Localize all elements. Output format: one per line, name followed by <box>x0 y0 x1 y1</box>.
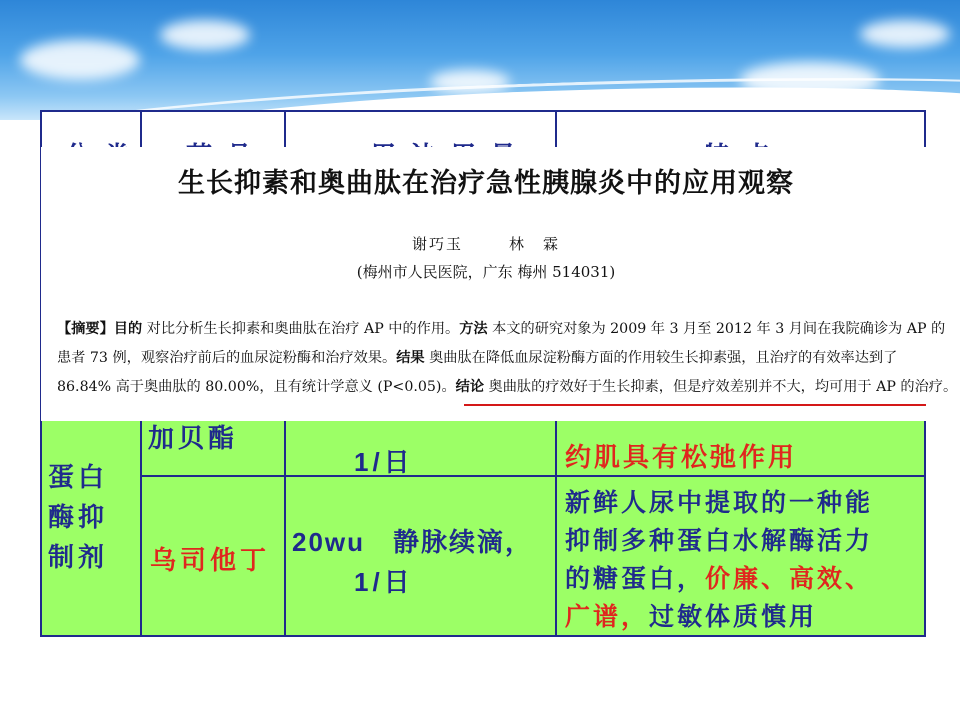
table-header-row <box>42 112 924 152</box>
cloud <box>160 20 250 50</box>
cloud <box>20 40 140 80</box>
usage-ulinastatin-line2: 1/日 <box>354 567 414 597</box>
usage-ulinastatin-line1: 20wu 静脉续滴， <box>292 527 534 557</box>
abstract-text: 86.84% 高于奥曲肽的 80.00%，且有统计学意义 (P<0.05)。 <box>57 379 456 395</box>
author-name: 林 霖 <box>509 235 561 253</box>
conclusion-underline <box>464 404 926 406</box>
paper-authors <box>41 233 931 254</box>
abstract-heading: 结果 <box>396 350 425 366</box>
feature-line <box>565 598 873 636</box>
sky-banner <box>0 0 960 120</box>
abstract-heading: 目的 <box>113 321 143 337</box>
abstract-line <box>57 373 958 402</box>
cloud <box>860 20 950 48</box>
paper-abstract <box>57 315 958 402</box>
feature-line <box>565 560 873 598</box>
category-line: 酶抑 <box>48 503 109 533</box>
row-divider <box>140 475 924 477</box>
category-line: 制剂 <box>48 543 109 573</box>
abstract-heading: 结论 <box>455 379 485 395</box>
paper-excerpt <box>41 147 958 421</box>
feature-line: 新鲜人尿中提取的一种能 <box>565 488 874 517</box>
abstract-line <box>57 344 927 373</box>
paper-affiliation: (梅州市人民医院，广东 梅州 514031) <box>356 263 616 281</box>
abstract-text: 对比分析生长抑素和奥曲肽在治疗 AP 中的作用。 <box>142 321 460 337</box>
feature-highlight: 广谱， <box>565 602 650 631</box>
abstract-text: 患者 73 例，观察治疗前后的血尿淀粉酶和治疗效果。 <box>57 350 397 366</box>
feature-line: 抑制多种蛋白水解酶活力 <box>565 526 874 555</box>
abstract-label: 【摘要】 <box>57 321 114 337</box>
author-name: 谢巧玉 <box>411 235 463 253</box>
usage-gabexate-line2: 1/日 <box>354 447 414 477</box>
feature-text: 过敏体质慎用 <box>649 602 818 631</box>
feature-ulinastatin <box>565 484 873 636</box>
feature-gabexate: 约肌具有松弛作用 <box>565 443 798 473</box>
abstract-line <box>57 315 946 344</box>
abstract-text: 本文的研究对象为 2009 年 3 月至 2012 年 3 月间在我院确诊为 AP 的 <box>487 321 946 337</box>
abstract-conclusion: 奥曲肽的疗效好于生长抑素，但是疗效差别并不大，均可用于 AP 的治疗。 <box>484 379 958 395</box>
category-line: 蛋白 <box>48 463 109 493</box>
feature-highlight: 价廉、高效、 <box>705 564 874 593</box>
abstract-heading: 方法 <box>459 321 488 337</box>
feature-text: 的糖蛋白， <box>565 564 706 593</box>
abstract-text: 奥曲肽在降低血尿淀粉酶方面的作用较生长抑素强，且治疗的有效率达到了 <box>424 350 898 366</box>
paper-title: 生长抑素和奥曲肽在治疗急性胰腺炎中的应用观察 <box>178 168 794 199</box>
category-label <box>48 458 108 578</box>
drug-ulinastatin: 乌司他丁 <box>150 546 271 576</box>
drug-gabexate: 加贝酯 <box>148 424 239 454</box>
